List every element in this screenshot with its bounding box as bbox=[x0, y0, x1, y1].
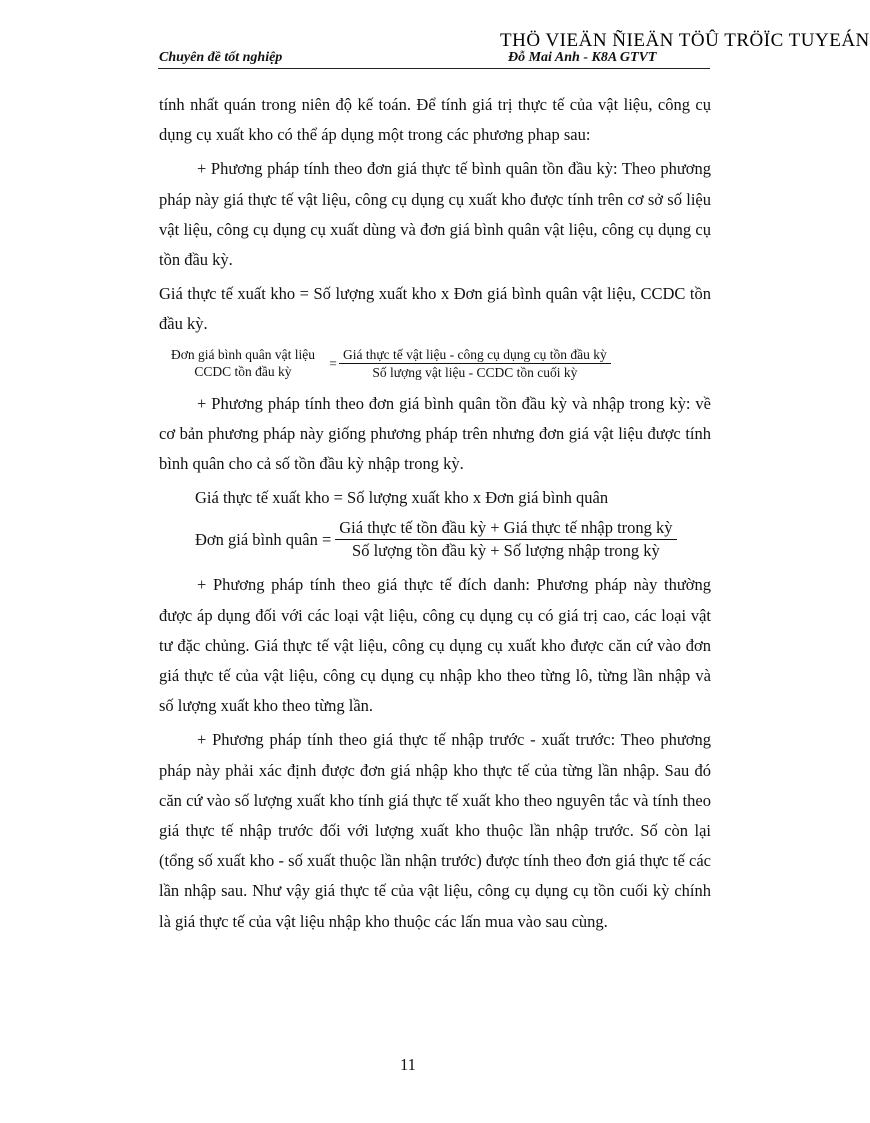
paragraph-method-4: + Phương pháp tính theo giá thực tế nhập trước - xuất trước: Theo phương pháp này phải xác định được đơn giá nhập kho thực tế của từng lần nhập. Sau đó căn cứ vào số lượng xuất kho tính giá thực tế xuất kho theo nguyên tắc và tính theo giá thực tế nhập trước đối với lượng xuất kho thuộc lần nhập trước. Số còn lại (tổng số xuất kho - số xuất thuộc lần nhận trước) được tính theo đơn giá thực tế các lần nhập sau. Như vậy giá thực tế của vật liệu, công cụ dụng cụ tồn cuối kỳ chính là giá thực tế của vật liệu nhập kho thuộc các lấn mua vào sau cùng. bbox=[159, 730, 711, 931]
paragraph-intro: tính nhất quán trong niên độ kế toán. Để tính giá trị thực tế của vật liệu, công cụ dụng cụ xuất kho có thể áp dụng một trong các phương phap sau: bbox=[159, 95, 711, 145]
formula-1-numerator: Giá thực tế vật liệu - công cụ dụng cụ tồn đầu kỳ bbox=[339, 346, 611, 364]
page-number: 11 bbox=[400, 1055, 416, 1074]
paragraph-method-3: + Phương pháp tính theo giá thực tế đích danh: Phương pháp này thường được áp dụng đối với các loại vật liệu, công cụ dụng cụ có giá trị cao, các loại vật tư đặc chủng. Giá thực tế vật liệu, công cụ dụng cụ xuất kho được căn cứ vào đơn giá thực tế của vật liệu, công cụ dụng cụ nhập kho theo từng lô, từng lần nhập và số lượng xuất kho theo từng lần. bbox=[159, 575, 711, 716]
page-content bbox=[159, 90, 711, 937]
paragraph-formula-1-text: Giá thực tế xuất kho = Số lượng xuất kho x Đơn giá bình quân vật liệu, CCDC tồn đầu kỳ. bbox=[159, 284, 711, 334]
header-right-author: Đỗ Mai Anh - K8A GTVT bbox=[508, 50, 657, 65]
formula-2-lhs: Đơn giá bình quân = bbox=[195, 529, 332, 549]
formula-average-price bbox=[195, 517, 711, 562]
formula-1-lhs bbox=[159, 346, 327, 380]
formula-average-price-opening bbox=[159, 346, 711, 381]
formula-1-lhs-line2: CCDC tồn đầu kỳ bbox=[194, 364, 292, 380]
header-left-title: Chuyên đề tốt nghiệp bbox=[159, 50, 283, 65]
header-divider bbox=[158, 68, 710, 69]
formula-1-lhs-line1: Đơn giá bình quân vật liệu bbox=[171, 347, 315, 363]
paragraph-formula-2-text: Giá thực tế xuất kho = Số lượng xuất kho x Đơn giá bình quân bbox=[195, 488, 609, 508]
paragraph-method-1: + Phương pháp tính theo đơn giá thực tế bình quân tồn đầu kỳ: Theo phương pháp này giá thực tế vật liệu, công cụ dụng cụ xuất kho được tính trên cơ sở số liệu vật liệu, công cụ dụng cụ xuất dùng và đơn giá bình quân vật liệu, công cụ dụng cụ tồn đầu kỳ. bbox=[159, 159, 711, 270]
formula-1-denominator: Số lượng vật liệu - CCDC tồn cuối kỳ bbox=[372, 364, 578, 380]
formula-2-numerator: Giá thực tế tồn đầu kỳ + Giá thực tế nhập trong kỳ bbox=[335, 517, 676, 540]
formula-1-fraction bbox=[339, 346, 611, 381]
watermark-text: THÖ VIEÄN ÑIEÄN TÖÛ TRÖÏC TUYEÁN bbox=[500, 30, 870, 51]
formula-2-fraction bbox=[335, 517, 676, 562]
formula-1-equals: = bbox=[329, 355, 337, 371]
paragraph-method-2: + Phương pháp tính theo đơn giá bình quân tồn đầu kỳ và nhập trong kỳ: về cơ bản phương pháp này giống phương pháp trên nhưng đơn giá vật liệu được tính bình quân cho cả số tồn đầu kỳ nhập trong kỳ. bbox=[159, 393, 711, 474]
formula-2-denominator: Số lượng tồn đầu kỳ + Số lượng nhập trong kỳ bbox=[352, 541, 660, 561]
